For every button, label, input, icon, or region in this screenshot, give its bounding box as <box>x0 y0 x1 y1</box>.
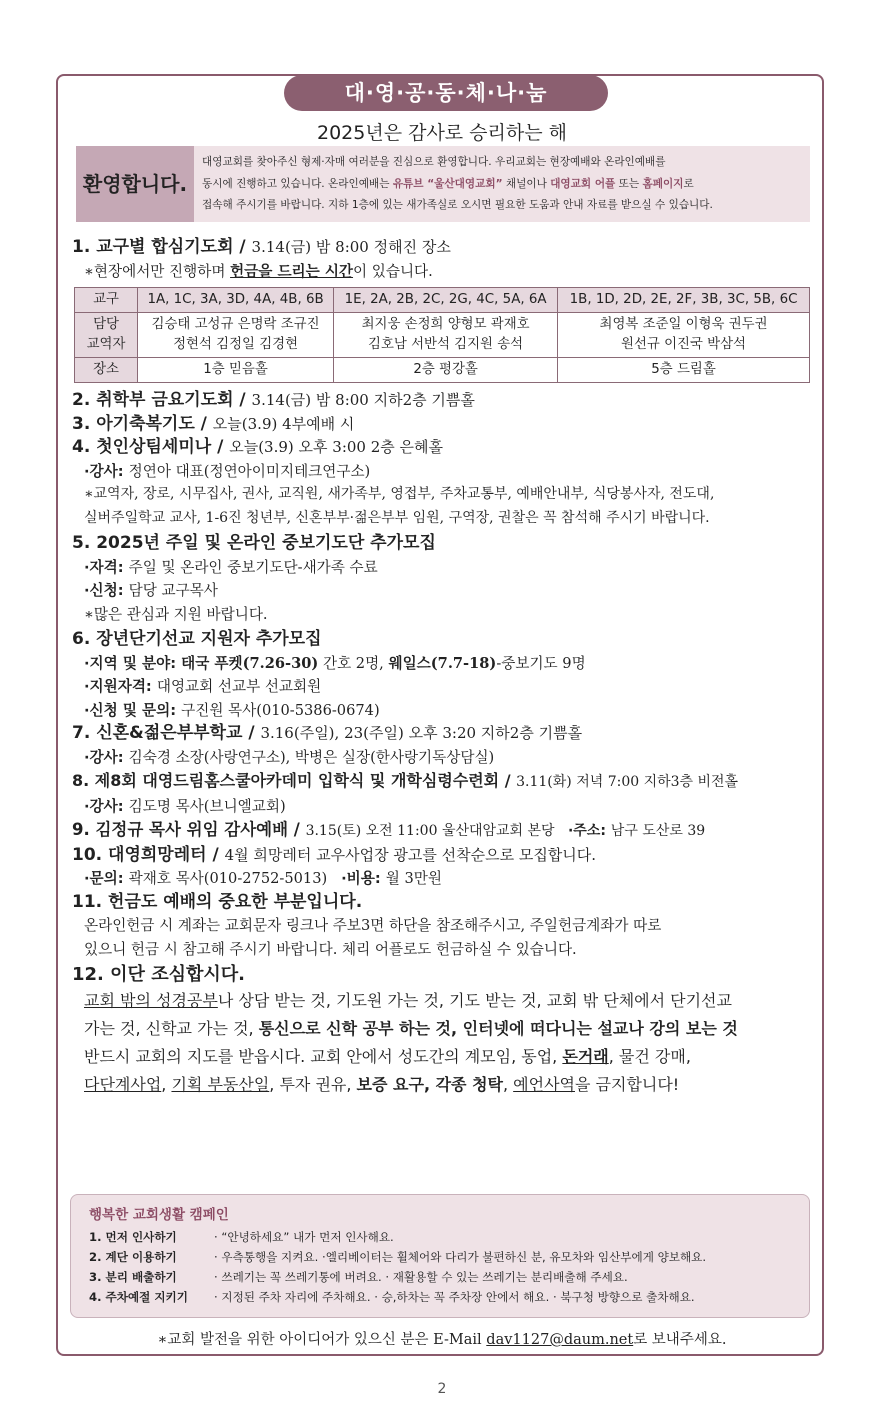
text: ∗현장에서만 진행하며 <box>84 262 231 280</box>
value: -중보기도 9명 <box>496 654 586 672</box>
campaign-list <box>89 1227 805 1307</box>
place-cell: 1층 믿음홀 <box>138 358 334 383</box>
section-12-title: 12. 이단 조심합시다. <box>72 964 245 985</box>
text: 동시에 진행하고 있습니다. 온라인예배는 <box>202 177 393 190</box>
section-7-speaker <box>72 746 820 770</box>
section-12-text <box>72 987 820 1015</box>
value: 구진원 목사(010-5386-0674) <box>181 701 380 719</box>
section-5-qual <box>72 556 820 580</box>
detail: 3.11(화) 저녁 7:00 지하3층 비전홀 <box>516 774 739 790</box>
section-7-title <box>72 722 820 746</box>
page-subtitle: 2025년은 감사로 승리하는 해 <box>316 122 567 144</box>
section-10-title <box>72 844 820 868</box>
text: 김승태 고성규 은명락 조규진 <box>151 317 320 332</box>
title: 1. 교구별 합심기도회 / <box>72 237 252 257</box>
section-5-note: ∗많은 관심과 지원 바랍니다. <box>84 605 268 623</box>
offering-highlight: 헌금을 드리는 시간 <box>230 262 354 280</box>
label: ·주소: <box>567 823 611 839</box>
district-cell: 1A, 1C, 3A, 3D, 4A, 4B, 6B <box>138 288 334 313</box>
value: 월 3만원 <box>385 870 442 887</box>
section-11-title: 11. 헌금도 예배의 중요한 부분입니다. <box>72 891 363 912</box>
section-9-title <box>72 818 820 844</box>
section-6-area <box>72 652 820 676</box>
label: ·강사: <box>84 797 129 815</box>
text: 채널이나 <box>502 177 551 190</box>
campaign-value: · 지정된 주차 자리에 주차해요. · 승,하차는 꼭 주차장 안에서 해요. · 북구청 방향으로 출차해요. <box>214 1290 695 1304</box>
text: 최지웅 손정희 양형모 곽재호 <box>361 317 530 332</box>
text: 을 금지합니다! <box>574 1074 680 1094</box>
section-11-text: 온라인헌금 시 계좌는 교회문자 링크나 주보3면 하단을 참조해주시고, 주일헌금계좌가 따로 <box>84 917 662 934</box>
campaign-key: 3. 분리 배출하기 <box>89 1270 177 1284</box>
section-12-text <box>72 1015 820 1043</box>
label: ·강사: <box>84 462 129 480</box>
section-4-speaker <box>72 460 820 484</box>
youtube-link[interactable]: 유튜브 “울산대영교회” <box>392 177 503 190</box>
text: 정현석 김정일 김경현 <box>173 337 299 352</box>
value: 대영교회 선교부 선교회원 <box>156 678 322 695</box>
text: 가는 것, 신학교 가는 것, <box>84 1018 259 1038</box>
welcome-line: 대영교회를 찾아주신 형제·자매 여러분을 진심으로 환영합니다. 우리교회는 현장예배와 온라인예배를 <box>202 156 666 168</box>
place-cell: 5층 드림홀 <box>558 358 810 383</box>
campaign-value: · 우측통행을 지켜요. ·엘리베이터는 휠체어와 다리가 불편하신 분, 유모차와 임산부에게 양보해요. <box>214 1250 707 1264</box>
text: 나 상담 받는 것, 기도원 가는 것, 기도 받는 것, 교회 밖 단체에서 단기선교 <box>217 990 732 1010</box>
district-cell: 1E, 2A, 2B, 2C, 2G, 4C, 5A, 6A <box>334 288 558 313</box>
value: 주일 및 온라인 중보기도단-새가족 수료 <box>128 558 378 576</box>
banner-title: 대·영·공·동·체·나·눔 <box>284 75 608 111</box>
campaign-key: 4. 주차예절 지키기 <box>89 1290 188 1304</box>
place-cell: 2층 평강홀 <box>334 358 558 383</box>
pastor-cell <box>334 313 558 358</box>
value: 간호 2명, <box>318 654 389 672</box>
detail: 오늘(3.9) 오후 3:00 2층 은혜홀 <box>229 438 443 456</box>
value: 김숙경 소장(사랑연구소), 박병은 실장(한사랑기독상담실) <box>128 748 495 766</box>
section-10-contact <box>72 867 820 891</box>
text: 최영복 조준일 이형욱 권두권 <box>599 317 768 332</box>
homepage-link[interactable]: 홈페이지 <box>642 177 684 190</box>
campaign-row <box>89 1227 805 1247</box>
campaign-key: 2. 계단 이용하기 <box>89 1250 177 1264</box>
text: ∗교회 발전을 위한 아이디어가 있으신 분은 E-Mail <box>157 1332 487 1348</box>
section-3-title <box>72 413 820 437</box>
value: 웨일스(7.7-18) <box>388 654 497 672</box>
text: 통신으로 신학 공부 하는 것, 인터넷에 떠다니는 설교나 강의 보는 것 <box>258 1018 738 1038</box>
label: ·신청 및 문의: <box>84 701 182 719</box>
value: 김도명 목사(브니엘교회) <box>128 797 286 815</box>
label: ·강사: <box>84 748 129 766</box>
welcome-line <box>202 174 806 196</box>
text: 이 있습니다. <box>353 262 433 280</box>
value: 정연아 대표(정연아이미지테크연구소) <box>128 462 371 480</box>
text: 원선규 이진국 박삼석 <box>621 337 746 352</box>
text: 돈거래 <box>562 1046 609 1066</box>
label: ·문의: <box>84 870 129 887</box>
section-6-title: 6. 장년단기선교 지원자 추가모집 <box>72 629 322 649</box>
section-11-text: 있으니 헌금 시 참고해 주시기 바랍니다. 체리 어플로도 헌금하실 수 있습니다. <box>84 940 577 958</box>
campaign-value: · “안녕하세요” 내가 먼저 인사해요. <box>214 1230 394 1244</box>
section-6-contact <box>72 699 820 723</box>
section-4-title <box>72 436 820 460</box>
label: ·자격: <box>84 558 129 576</box>
campaign-box <box>70 1194 810 1318</box>
text: 로 보내주세요. <box>633 1332 727 1348</box>
campaign-row <box>89 1287 805 1307</box>
text: 반드시 교회의 지도를 받읍시다. 교회 안에서 성도간의 계모임, 동업, <box>84 1046 563 1066</box>
header-place: 장소 <box>75 358 138 383</box>
section-6-qual <box>72 675 820 699</box>
section-12-text <box>72 1071 820 1099</box>
campaign-value: · 쓰레기는 꼭 쓰레기통에 버려요. · 재활용할 수 있는 쓰레기는 분리배출해 주세요. <box>214 1270 628 1284</box>
label: ·신청: <box>84 582 129 599</box>
header-district: 교구 <box>75 288 138 313</box>
text: 기획 부동산일 <box>171 1074 270 1094</box>
section-1-note <box>72 260 820 284</box>
text: 예언사역 <box>513 1074 575 1094</box>
label: ·지역 및 분야: <box>84 654 182 672</box>
title: 2. 취학부 금요기도회 / <box>72 390 252 410</box>
section-4-note: ∗교역자, 장로, 시무집사, 권사, 교직원, 새가족부, 영접부, 주차교통부, 예배안내부, 식당봉사자, 전도대, <box>84 486 715 502</box>
detail: 3.14(금) 밤 8:00 지하2층 기쁨홀 <box>251 391 475 409</box>
value: 담당 교구목사 <box>128 582 218 599</box>
title: 10. 대영희망레터 / <box>72 844 225 865</box>
text: , <box>502 1074 514 1094</box>
value: 남구 도산로 39 <box>610 823 706 839</box>
title: 3. 아기축복기도 / <box>72 413 213 434</box>
value: 태국 푸켓(7.26-30) <box>181 654 319 672</box>
text: 로 <box>683 177 694 190</box>
text: , 물건 강매, <box>608 1046 691 1066</box>
section-8-title <box>72 769 820 795</box>
pastor-cell <box>138 313 334 358</box>
title: 9. 김정규 목사 위임 감사예배 / <box>72 820 306 839</box>
announcements <box>72 236 820 1099</box>
section-5-title: 5. 2025년 주일 및 온라인 중보기도단 추가모집 <box>72 533 436 553</box>
text: 교역자 <box>86 337 126 352</box>
district-table <box>74 287 810 383</box>
pastor-cell <box>558 313 810 358</box>
campaign-row <box>89 1267 805 1287</box>
campaign-row <box>89 1247 805 1267</box>
section-8-speaker <box>72 795 820 819</box>
text: 또는 <box>615 177 643 190</box>
text: 교회 밖의 성경공부 <box>84 990 218 1010</box>
text: , 투자 권유, <box>269 1074 357 1094</box>
text: 보증 요구, 각종 청탁 <box>356 1074 503 1094</box>
text: 김호남 서반석 김지원 송석 <box>368 337 524 352</box>
section-4-note: 실버주일학교 교사, 1-6진 청년부, 신혼부부·젊은부부 임원, 구역장, 권찰은 꼭 참석해 주시기 바랍니다. <box>84 509 710 526</box>
campaign-title: 행복한 교회생활 캠페인 <box>89 1207 229 1223</box>
campaign-key: 1. 먼저 인사하기 <box>89 1230 177 1244</box>
section-1-title <box>72 236 820 260</box>
header-pastor <box>75 313 138 358</box>
detail: 3.14(금) 밤 8:00 정해진 장소 <box>251 238 451 256</box>
title: 7. 신혼&젊은부부학교 / <box>72 723 261 743</box>
value: 곽재호 목사(010-2752-5013) <box>128 870 328 887</box>
app-link[interactable]: 대영교회 어플 <box>550 177 616 190</box>
detail: 3.16(주일), 23(주일) 오후 3:20 지하2층 기쁨홀 <box>260 724 583 742</box>
label: ·비용: <box>341 870 386 887</box>
welcome-box <box>76 146 810 222</box>
section-2-title <box>72 389 820 413</box>
footer-note <box>0 1328 884 1349</box>
text: 담당 <box>93 317 119 332</box>
section-12-text <box>72 1043 820 1071</box>
detail: 오늘(3.9) 4부예배 시 <box>212 414 355 433</box>
email-link[interactable]: dav1127@daum.net <box>486 1332 634 1348</box>
title: 8. 제8회 대영드림홈스쿨아카데미 입학식 및 개학심령수련회 / <box>72 771 517 790</box>
detail: 4월 희망레터 교우사업장 광고를 선착순으로 모집합니다. <box>224 845 597 864</box>
label: ·지원자격: <box>84 678 157 695</box>
welcome-label: 환영합니다. <box>76 146 194 222</box>
text: , <box>161 1074 172 1094</box>
welcome-line: 접속해 주시기를 바랍니다. 지하 1층에 있는 새가족실로 오시면 필요한 도움과 안내 자료를 받으실 수 있습니다. <box>202 199 713 211</box>
text: 다단계사업 <box>84 1074 162 1094</box>
section-5-apply <box>72 579 820 603</box>
page-number: 2 <box>437 1381 447 1397</box>
title: 4. 첫인상팀세미나 / <box>72 437 230 457</box>
district-cell: 1B, 1D, 2D, 2E, 2F, 3B, 3C, 5B, 6C <box>558 288 810 313</box>
welcome-text <box>202 152 806 217</box>
detail: 3.15(토) 오전 11:00 울산대암교회 본당 <box>305 823 555 839</box>
